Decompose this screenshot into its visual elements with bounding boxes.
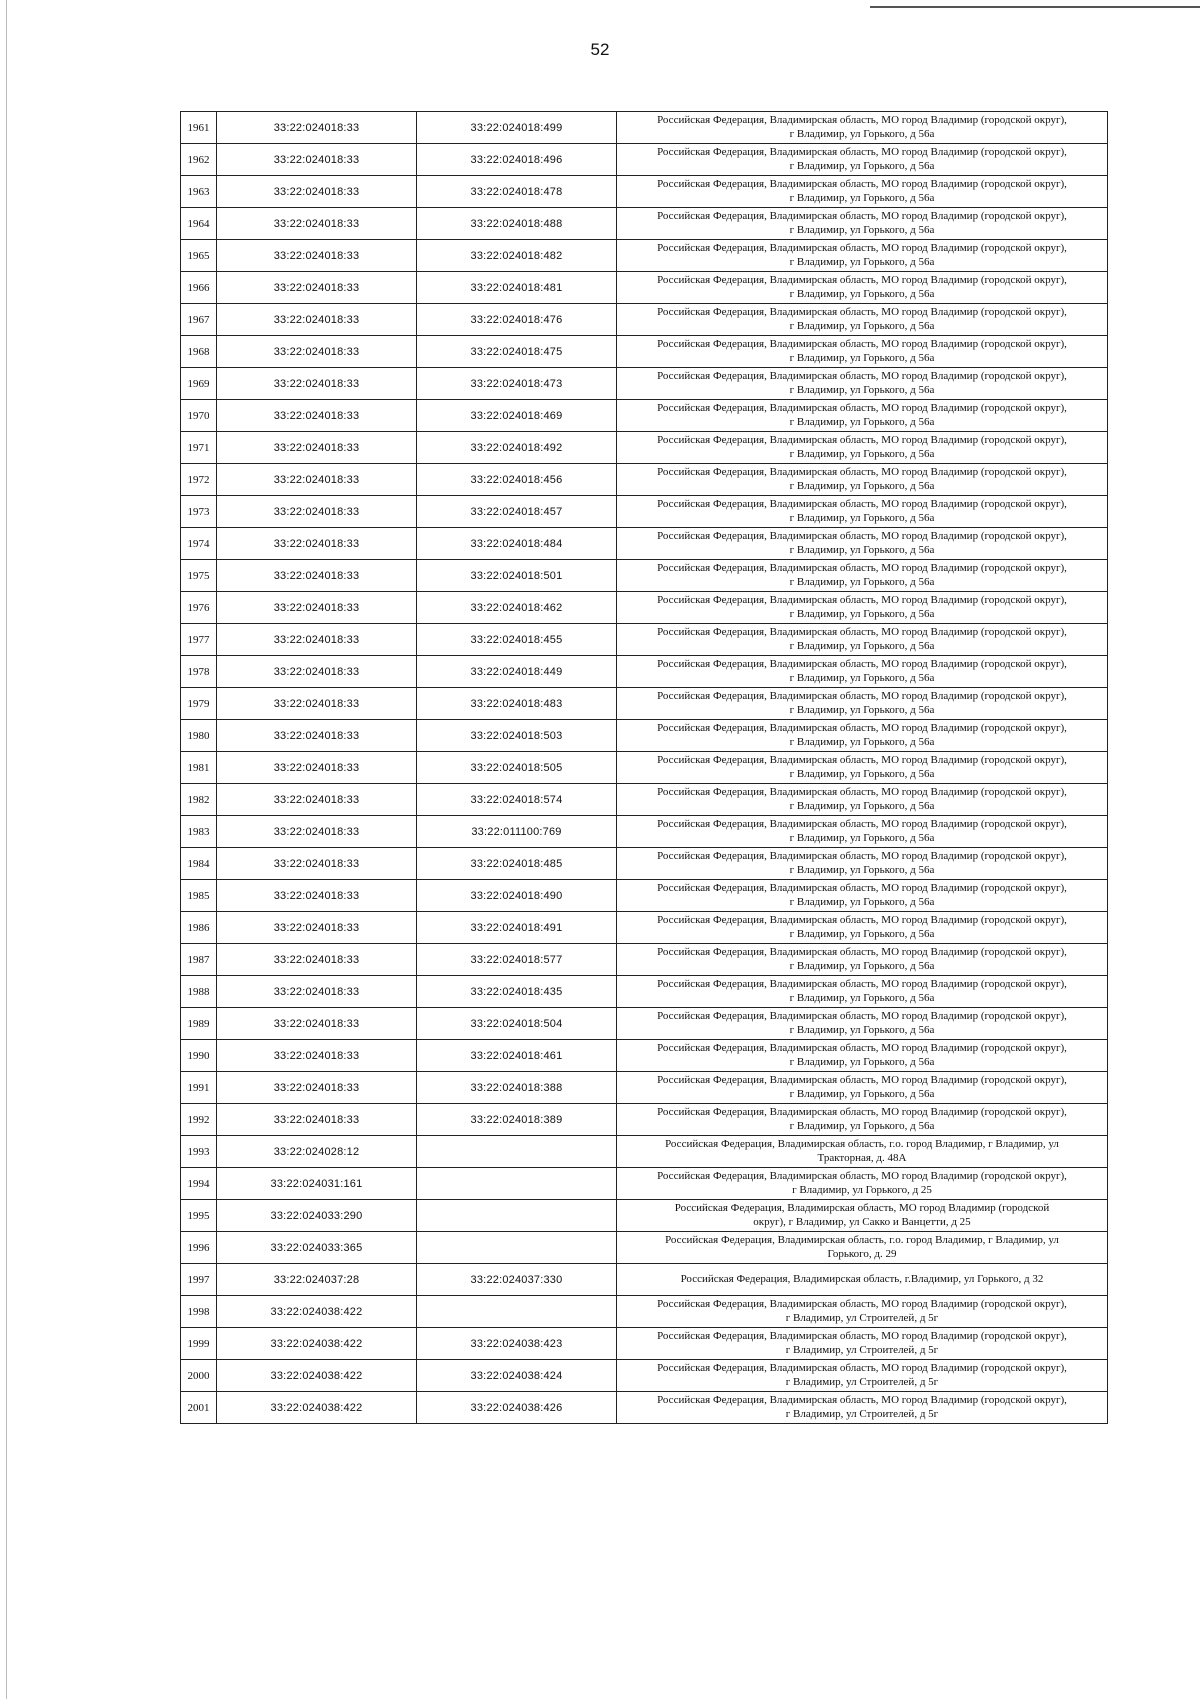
address-cell — [617, 720, 1108, 752]
cadastral-number: 33:22:024018:33 — [217, 400, 417, 432]
row-number: 1993 — [181, 1136, 217, 1168]
address-cell — [617, 1200, 1108, 1232]
row-number: 2001 — [181, 1392, 217, 1424]
table-row — [181, 1328, 1108, 1360]
object-cadastral-number: 33:22:024018:499 — [417, 112, 617, 144]
cadastral-number: 33:22:024018:33 — [217, 976, 417, 1008]
cadastral-number: 33:22:024018:33 — [217, 432, 417, 464]
table-row — [181, 1008, 1108, 1040]
address-cell — [617, 752, 1108, 784]
cadastral-number: 33:22:024018:33 — [217, 112, 417, 144]
address-line-2: г Владимир, ул Горького, д 56а — [789, 159, 935, 172]
object-cadastral-number: 33:22:024018:455 — [417, 624, 617, 656]
address-cell — [617, 592, 1108, 624]
row-number: 1975 — [181, 560, 217, 592]
cadastral-number: 33:22:024018:33 — [217, 848, 417, 880]
address-cell — [617, 1008, 1108, 1040]
address-line-1: Российская Федерация, Владимирская область, МО город Владимир (городской округ), — [657, 1330, 1067, 1342]
address-cell — [617, 912, 1108, 944]
address-cell — [617, 272, 1108, 304]
cadastral-number: 33:22:024018:33 — [217, 944, 417, 976]
table-row — [181, 880, 1108, 912]
address-line-2: г Владимир, ул Горького, д 56а — [789, 1119, 935, 1132]
object-cadastral-number: 33:22:024038:424 — [417, 1360, 617, 1392]
address-cell — [617, 1392, 1108, 1424]
cadastral-number: 33:22:024018:33 — [217, 784, 417, 816]
address-line-2: г Владимир, ул Горького, д 56а — [789, 767, 935, 780]
object-cadastral-number — [417, 1136, 617, 1168]
object-cadastral-number: 33:22:024018:469 — [417, 400, 617, 432]
address-line-2: г Владимир, ул Горького, д 56а — [789, 735, 935, 748]
cadastral-number: 33:22:024018:33 — [217, 368, 417, 400]
address-cell — [617, 464, 1108, 496]
cadastral-number: 33:22:024018:33 — [217, 880, 417, 912]
table-row — [181, 176, 1108, 208]
row-number: 1990 — [181, 1040, 217, 1072]
table-row — [181, 976, 1108, 1008]
cadastral-number: 33:22:024018:33 — [217, 624, 417, 656]
address-line-2: г Владимир, ул Горького, д 56а — [789, 1087, 935, 1100]
address-line-1: Российская Федерация, Владимирская область, МО город Владимир (городской округ), — [657, 722, 1067, 734]
cadastral-number: 33:22:024018:33 — [217, 1040, 417, 1072]
address-line-2: г Владимир, ул Строителей, д 5г — [785, 1375, 939, 1388]
object-cadastral-number — [417, 1232, 617, 1264]
address-line-2: г Владимир, ул Горького, д 56а — [789, 991, 935, 1004]
address-line-2: г Владимир, ул Горького, д 56а — [789, 575, 935, 588]
row-number: 2000 — [181, 1360, 217, 1392]
address-cell — [617, 848, 1108, 880]
table-row — [181, 784, 1108, 816]
address-cell — [617, 1072, 1108, 1104]
address-line-1: Российская Федерация, Владимирская область, МО город Владимир (городской округ), — [657, 178, 1067, 190]
address-line-2: г Владимир, ул Горького, д 56а — [789, 255, 935, 268]
address-cell — [617, 176, 1108, 208]
address-cell — [617, 976, 1108, 1008]
row-number: 1968 — [181, 336, 217, 368]
address-cell — [617, 1104, 1108, 1136]
address-line-1: Российская Федерация, Владимирская область, МО город Владимир (городской округ), — [657, 210, 1067, 222]
object-cadastral-number: 33:22:024018:475 — [417, 336, 617, 368]
cadastral-number: 33:22:024018:33 — [217, 592, 417, 624]
object-cadastral-number: 33:22:024018:485 — [417, 848, 617, 880]
address-line-2: г Владимир, ул Горького, д 56а — [789, 959, 935, 972]
cadastral-number: 33:22:024018:33 — [217, 240, 417, 272]
address-line-1: Российская Федерация, Владимирская область, МО город Владимир (городской округ), — [657, 754, 1067, 766]
cadastral-number: 33:22:024018:33 — [217, 304, 417, 336]
cadastral-number: 33:22:024018:33 — [217, 656, 417, 688]
table-row — [181, 208, 1108, 240]
address-line-1: Российская Федерация, Владимирская область, МО город Владимир (городской округ), — [657, 594, 1067, 606]
address-cell — [617, 240, 1108, 272]
row-number: 1972 — [181, 464, 217, 496]
cadastral-number: 33:22:024018:33 — [217, 208, 417, 240]
object-cadastral-number: 33:22:024018:484 — [417, 528, 617, 560]
address-line-2: г Владимир, ул Горького, д 56а — [789, 383, 935, 396]
address-line-1: Российская Федерация, Владимирская область, МО город Владимир (городской округ), — [657, 114, 1067, 126]
row-number: 1978 — [181, 656, 217, 688]
cadastral-number: 33:22:024028:12 — [217, 1136, 417, 1168]
object-cadastral-number: 33:22:024018:491 — [417, 912, 617, 944]
address-line-2: г Владимир, ул Горького, д 56а — [789, 927, 935, 940]
table-row — [181, 592, 1108, 624]
address-cell — [617, 304, 1108, 336]
row-number: 1971 — [181, 432, 217, 464]
cadastral-number: 33:22:024033:290 — [217, 1200, 417, 1232]
address-cell — [617, 336, 1108, 368]
row-number: 1995 — [181, 1200, 217, 1232]
row-number: 1999 — [181, 1328, 217, 1360]
object-cadastral-number: 33:22:024018:505 — [417, 752, 617, 784]
address-line-1: Российская Федерация, Владимирская область, МО город Владимир (городской округ), — [657, 1394, 1067, 1406]
table-row — [181, 1168, 1108, 1200]
object-cadastral-number: 33:22:024018:456 — [417, 464, 617, 496]
table-row — [181, 688, 1108, 720]
object-cadastral-number: 33:22:024018:483 — [417, 688, 617, 720]
table-row — [181, 240, 1108, 272]
table-row — [181, 1104, 1108, 1136]
address-line-2: г Владимир, ул Горького, д 56а — [789, 895, 935, 908]
table-row — [181, 1040, 1108, 1072]
row-number: 1997 — [181, 1264, 217, 1296]
address-line-1: Российская Федерация, Владимирская область, МО город Владимир (городской округ), — [657, 978, 1067, 990]
table-row — [181, 1264, 1108, 1296]
row-number: 1996 — [181, 1232, 217, 1264]
object-cadastral-number: 33:22:024018:503 — [417, 720, 617, 752]
cadastral-number: 33:22:024018:33 — [217, 496, 417, 528]
top-rule — [870, 6, 1200, 8]
table-row — [181, 1200, 1108, 1232]
address-cell — [617, 816, 1108, 848]
object-cadastral-number: 33:22:024018:501 — [417, 560, 617, 592]
row-number: 1994 — [181, 1168, 217, 1200]
object-cadastral-number: 33:22:024018:457 — [417, 496, 617, 528]
address-line-2: Горького, д. 29 — [827, 1247, 897, 1260]
address-cell — [617, 1232, 1108, 1264]
cadastral-number: 33:22:024018:33 — [217, 720, 417, 752]
address-line-2: г Владимир, ул Горького, д 56а — [789, 639, 935, 652]
cadastral-number: 33:22:024018:33 — [217, 144, 417, 176]
address-cell — [617, 1360, 1108, 1392]
row-number: 1989 — [181, 1008, 217, 1040]
address-line-1: Российская Федерация, Владимирская область, МО город Владимир (городской округ), — [657, 1106, 1067, 1118]
object-cadastral-number: 33:22:024038:423 — [417, 1328, 617, 1360]
address-cell — [617, 560, 1108, 592]
object-cadastral-number: 33:22:024018:435 — [417, 976, 617, 1008]
cadastral-number: 33:22:024033:365 — [217, 1232, 417, 1264]
scan-edge-line — [6, 0, 7, 1699]
address-line-2: г Владимир, ул Горького, д 56а — [789, 863, 935, 876]
cadastral-number: 33:22:024038:422 — [217, 1296, 417, 1328]
table-row — [181, 368, 1108, 400]
row-number: 1964 — [181, 208, 217, 240]
object-cadastral-number: 33:22:011100:769 — [417, 816, 617, 848]
row-number: 1998 — [181, 1296, 217, 1328]
row-number: 1986 — [181, 912, 217, 944]
row-number: 1977 — [181, 624, 217, 656]
address-cell — [617, 112, 1108, 144]
address-line-2: г Владимир, ул Строителей, д 5г — [785, 1407, 939, 1420]
cadastral-number: 33:22:024018:33 — [217, 752, 417, 784]
address-line-1: Российская Федерация, Владимирская область, г.о. город Владимир, г Владимир, ул — [665, 1234, 1059, 1246]
address-line-2: г Владимир, ул Горького, д 56а — [789, 191, 935, 204]
address-line-2: г Владимир, ул Горького, д 56а — [789, 1055, 935, 1068]
address-cell — [617, 368, 1108, 400]
cadastral-number: 33:22:024037:28 — [217, 1264, 417, 1296]
address-line-1: Российская Федерация, Владимирская область, МО город Владимир (городской округ), — [657, 658, 1067, 670]
table-row — [181, 400, 1108, 432]
registry-table — [180, 111, 1108, 1424]
row-number: 1983 — [181, 816, 217, 848]
address-line-1: Российская Федерация, Владимирская область, МО город Владимир (городской округ), — [657, 818, 1067, 830]
table-row — [181, 1136, 1108, 1168]
address-line-1: Российская Федерация, Владимирская область, МО город Владимир (городской округ), — [657, 850, 1067, 862]
cadastral-number: 33:22:024018:33 — [217, 336, 417, 368]
table-row — [181, 720, 1108, 752]
row-number: 1991 — [181, 1072, 217, 1104]
object-cadastral-number: 33:22:024018:574 — [417, 784, 617, 816]
address-cell — [617, 496, 1108, 528]
row-number: 1988 — [181, 976, 217, 1008]
address-line-1: Российская Федерация, Владимирская область, МО город Владимир (городской округ), — [657, 370, 1067, 382]
object-cadastral-number: 33:22:024018:482 — [417, 240, 617, 272]
row-number: 1985 — [181, 880, 217, 912]
row-number: 1963 — [181, 176, 217, 208]
page-number: 52 — [590, 40, 610, 59]
object-cadastral-number: 33:22:024018:577 — [417, 944, 617, 976]
address-line-1: Российская Федерация, Владимирская область, г.Владимир, ул Горького, д 32 — [680, 1272, 1044, 1285]
object-cadastral-number: 33:22:024018:504 — [417, 1008, 617, 1040]
object-cadastral-number: 33:22:024018:476 — [417, 304, 617, 336]
table-row — [181, 272, 1108, 304]
object-cadastral-number: 33:22:024018:473 — [417, 368, 617, 400]
row-number: 1966 — [181, 272, 217, 304]
object-cadastral-number: 33:22:024018:481 — [417, 272, 617, 304]
address-cell — [617, 432, 1108, 464]
cadastral-number: 33:22:024038:422 — [217, 1328, 417, 1360]
address-cell — [617, 1264, 1108, 1296]
table-row — [181, 304, 1108, 336]
row-number: 1961 — [181, 112, 217, 144]
object-cadastral-number: 33:22:024018:449 — [417, 656, 617, 688]
address-line-1: Российская Федерация, Владимирская область, МО город Владимир (городской округ), — [657, 498, 1067, 510]
address-cell — [617, 624, 1108, 656]
address-line-1: Российская Федерация, Владимирская область, МО город Владимир (городской округ), — [657, 306, 1067, 318]
object-cadastral-number: 33:22:024018:389 — [417, 1104, 617, 1136]
object-cadastral-number — [417, 1200, 617, 1232]
table-row — [181, 656, 1108, 688]
address-line-1: Российская Федерация, Владимирская область, МО город Владимир (городской — [674, 1202, 1050, 1214]
table-row — [181, 816, 1108, 848]
address-line-2: г Владимир, ул Горького, д 56а — [789, 319, 935, 332]
address-line-2: г Владимир, ул Горького, д 56а — [789, 543, 935, 556]
table-row — [181, 912, 1108, 944]
row-number: 1981 — [181, 752, 217, 784]
table-row — [181, 1392, 1108, 1424]
address-line-1: Российская Федерация, Владимирская область, МО город Владимир (городской округ), — [657, 466, 1067, 478]
address-line-1: Российская Федерация, Владимирская область, МО город Владимир (городской округ), — [657, 914, 1067, 926]
cadastral-number: 33:22:024018:33 — [217, 688, 417, 720]
object-cadastral-number: 33:22:024018:478 — [417, 176, 617, 208]
cadastral-number: 33:22:024018:33 — [217, 1008, 417, 1040]
table-row — [181, 848, 1108, 880]
table-row — [181, 1296, 1108, 1328]
row-number: 1976 — [181, 592, 217, 624]
row-number: 1962 — [181, 144, 217, 176]
address-cell — [617, 1168, 1108, 1200]
cadastral-number: 33:22:024018:33 — [217, 1104, 417, 1136]
table-row — [181, 560, 1108, 592]
address-line-1: Российская Федерация, Владимирская область, МО город Владимир (городской округ), — [657, 1170, 1067, 1182]
address-line-2: округ), г Владимир, ул Сакко и Ванцетти, д 25 — [753, 1215, 971, 1228]
table-row — [181, 752, 1108, 784]
object-cadastral-number — [417, 1296, 617, 1328]
address-line-2: г Владимир, ул Строителей, д 5г — [785, 1343, 939, 1356]
address-cell — [617, 208, 1108, 240]
cadastral-number: 33:22:024018:33 — [217, 176, 417, 208]
cadastral-number: 33:22:024038:422 — [217, 1392, 417, 1424]
address-line-2: г Владимир, ул Строителей, д 5г — [785, 1311, 939, 1324]
address-cell — [617, 400, 1108, 432]
row-number: 1980 — [181, 720, 217, 752]
address-line-2: г Владимир, ул Горького, д 56а — [789, 287, 935, 300]
address-cell — [617, 784, 1108, 816]
address-line-2: г Владимир, ул Горького, д 56а — [789, 415, 935, 428]
address-line-2: г Владимир, ул Горького, д 56а — [789, 607, 935, 620]
table-row — [181, 464, 1108, 496]
cadastral-number: 33:22:024018:33 — [217, 816, 417, 848]
address-line-1: Российская Федерация, Владимирская область, МО город Владимир (городской округ), — [657, 434, 1067, 446]
address-cell — [617, 144, 1108, 176]
object-cadastral-number: 33:22:024018:462 — [417, 592, 617, 624]
address-line-1: Российская Федерация, Владимирская область, МО город Владимир (городской округ), — [657, 786, 1067, 798]
address-line-2: г Владимир, ул Горького, д 56а — [789, 671, 935, 684]
table-row — [181, 1232, 1108, 1264]
cadastral-number: 33:22:024018:33 — [217, 912, 417, 944]
row-number: 1973 — [181, 496, 217, 528]
table-row — [181, 624, 1108, 656]
address-line-1: Российская Федерация, Владимирская область, МО город Владимир (городской округ), — [657, 338, 1067, 350]
address-line-2: г Владимир, ул Горького, д 56а — [789, 447, 935, 460]
row-number: 1984 — [181, 848, 217, 880]
row-number: 1982 — [181, 784, 217, 816]
cadastral-number: 33:22:024031:161 — [217, 1168, 417, 1200]
address-line-2: г Владимир, ул Горького, д 56а — [789, 1023, 935, 1036]
object-cadastral-number: 33:22:024018:496 — [417, 144, 617, 176]
address-cell — [617, 528, 1108, 560]
address-cell — [617, 656, 1108, 688]
object-cadastral-number: 33:22:024018:461 — [417, 1040, 617, 1072]
row-number: 1979 — [181, 688, 217, 720]
address-cell — [617, 1328, 1108, 1360]
row-number: 1970 — [181, 400, 217, 432]
cadastral-number: 33:22:024018:33 — [217, 1072, 417, 1104]
cadastral-number: 33:22:024018:33 — [217, 464, 417, 496]
object-cadastral-number: 33:22:024018:488 — [417, 208, 617, 240]
address-line-1: Российская Федерация, Владимирская область, МО город Владимир (городской округ), — [657, 402, 1067, 414]
table-row — [181, 1072, 1108, 1104]
table-row — [181, 1360, 1108, 1392]
address-line-1: Российская Федерация, Владимирская область, МО город Владимир (городской округ), — [657, 1362, 1067, 1374]
address-line-1: Российская Федерация, Владимирская область, МО город Владимир (городской округ), — [657, 882, 1067, 894]
address-line-2: г Владимир, ул Горького, д 56а — [789, 831, 935, 844]
row-number: 1969 — [181, 368, 217, 400]
object-cadastral-number — [417, 1168, 617, 1200]
address-line-2: г Владимир, ул Горького, д 56а — [789, 703, 935, 716]
address-line-1: Российская Федерация, Владимирская область, МО город Владимир (городской округ), — [657, 1298, 1067, 1310]
table-row — [181, 112, 1108, 144]
address-cell — [617, 880, 1108, 912]
row-number: 1965 — [181, 240, 217, 272]
table-row — [181, 432, 1108, 464]
address-line-1: Российская Федерация, Владимирская область, МО город Владимир (городской округ), — [657, 690, 1067, 702]
address-cell — [617, 944, 1108, 976]
address-line-1: Российская Федерация, Владимирская область, МО город Владимир (городской округ), — [657, 626, 1067, 638]
cadastral-number: 33:22:024038:422 — [217, 1360, 417, 1392]
registry-table-body — [181, 112, 1108, 1424]
row-number: 1974 — [181, 528, 217, 560]
table-row — [181, 528, 1108, 560]
address-line-1: Российская Федерация, Владимирская область, МО город Владимир (городской округ), — [657, 1074, 1067, 1086]
table-row — [181, 144, 1108, 176]
address-line-2: Тракторная, д. 48А — [817, 1151, 907, 1164]
address-line-1: Российская Федерация, Владимирская область, МО город Владимир (городской округ), — [657, 1010, 1067, 1022]
row-number: 1987 — [181, 944, 217, 976]
address-line-2: г Владимир, ул Горького, д 56а — [789, 127, 935, 140]
address-line-1: Российская Федерация, Владимирская область, г.о. город Владимир, г Владимир, ул — [665, 1138, 1059, 1150]
address-line-2: г Владимир, ул Горького, д 56а — [789, 223, 935, 236]
table-row — [181, 944, 1108, 976]
cadastral-number: 33:22:024018:33 — [217, 560, 417, 592]
cadastral-number: 33:22:024018:33 — [217, 272, 417, 304]
address-line-1: Российская Федерация, Владимирская область, МО город Владимир (городской округ), — [657, 946, 1067, 958]
address-line-1: Российская Федерация, Владимирская область, МО город Владимир (городской округ), — [657, 562, 1067, 574]
address-cell — [617, 1136, 1108, 1168]
object-cadastral-number: 33:22:024038:426 — [417, 1392, 617, 1424]
address-line-1: Российская Федерация, Владимирская область, МО город Владимир (городской округ), — [657, 1042, 1067, 1054]
object-cadastral-number: 33:22:024018:492 — [417, 432, 617, 464]
address-line-2: г Владимир, ул Горького, д 56а — [789, 511, 935, 524]
address-line-1: Российская Федерация, Владимирская область, МО город Владимир (городской округ), — [657, 146, 1067, 158]
address-cell — [617, 1040, 1108, 1072]
object-cadastral-number: 33:22:024018:388 — [417, 1072, 617, 1104]
address-cell — [617, 688, 1108, 720]
address-line-2: г Владимир, ул Горького, д 56а — [789, 479, 935, 492]
address-line-1: Российская Федерация, Владимирская область, МО город Владимир (городской округ), — [657, 242, 1067, 254]
row-number: 1992 — [181, 1104, 217, 1136]
address-cell — [617, 1296, 1108, 1328]
address-line-2: г Владимир, ул Горького, д 56а — [789, 799, 935, 812]
address-line-2: г Владимир, ул Горького, д 56а — [789, 351, 935, 364]
cadastral-number: 33:22:024018:33 — [217, 528, 417, 560]
address-line-1: Российская Федерация, Владимирская область, МО город Владимир (городской округ), — [657, 530, 1067, 542]
address-line-1: Российская Федерация, Владимирская область, МО город Владимир (городской округ), — [657, 274, 1067, 286]
table-row — [181, 496, 1108, 528]
object-cadastral-number: 33:22:024037:330 — [417, 1264, 617, 1296]
address-line-2: г Владимир, ул Горького, д 25 — [792, 1183, 932, 1196]
object-cadastral-number: 33:22:024018:490 — [417, 880, 617, 912]
table-row — [181, 336, 1108, 368]
row-number: 1967 — [181, 304, 217, 336]
